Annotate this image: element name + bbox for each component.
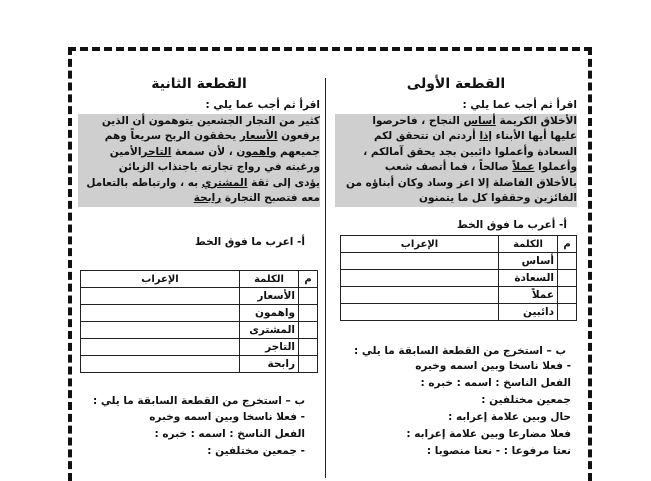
parsing-answer-cell[interactable] <box>341 304 499 321</box>
passage-line <box>78 176 320 192</box>
section-one-title: القطعة الأولى <box>406 76 506 92</box>
table-header: الكلمة <box>499 236 558 253</box>
row-number-cell <box>558 270 577 287</box>
underlined-word: التاجر <box>141 145 172 158</box>
passage-text: الأخلاق الكريمة <box>495 114 577 127</box>
passage-text: الأمين <box>109 145 142 158</box>
underlined-word: الأسعار <box>239 130 278 142</box>
passage-text: به ، وارتباطه بالتعامل <box>86 176 202 189</box>
table-header: الإعراب <box>341 236 499 253</box>
passage-line <box>335 176 577 192</box>
row-number-cell <box>299 339 318 356</box>
passage-text: يؤدى إلى ثقة <box>247 176 320 189</box>
passage-text: يحققون الربح سريعاً وهم <box>104 130 240 142</box>
section-one-task-a: أ- أعرب ما فوق الخط <box>456 219 567 231</box>
question-item: - جمعين مختلفين : <box>207 445 305 457</box>
column-divider <box>325 78 326 478</box>
table-header: م <box>299 271 318 288</box>
table-row <box>341 270 577 287</box>
question-item: الفعل الناسخ : اسمه : خبره : <box>420 377 571 389</box>
passage-line <box>78 129 320 145</box>
word-cell: السعادة <box>499 270 558 287</box>
passage-text: بالأخلاق الفاضلة إلا اعز وساد وكان أبناؤه من <box>346 176 577 189</box>
parsing-answer-cell[interactable] <box>81 356 240 373</box>
section-one <box>335 76 577 207</box>
passage-line <box>78 191 320 207</box>
passage-text: الفائزين وحققوا كل ما يتمنون <box>419 192 577 204</box>
passage-text: النجاح ، فاحرصوا <box>372 114 464 127</box>
underlined-word: عملاً <box>512 161 535 173</box>
table-header: الكلمة <box>240 271 299 288</box>
section-one-passage <box>335 114 577 207</box>
passage-line <box>78 160 320 176</box>
question-item: - فعلا ناسخا وبين اسمه وخبره <box>415 360 571 372</box>
word-cell: أساس <box>499 253 558 270</box>
passage-line <box>78 114 320 130</box>
parsing-answer-cell[interactable] <box>81 305 240 322</box>
word-cell: التاجر <box>240 339 299 356</box>
underlined-word: أساس <box>463 114 496 127</box>
word-cell: عملاً <box>499 287 558 304</box>
passage-text: ورغبته في رواج تجارته باجتذاب الزبائن <box>118 161 320 173</box>
table-row <box>81 288 318 305</box>
table-row <box>81 356 318 373</box>
word-cell: الأسعار <box>240 288 299 305</box>
section-two-instruction: اقرأ ثم أجب عما يلي : <box>205 99 320 111</box>
question-item: حال وبين علامة إعرابه : <box>448 411 571 423</box>
passage-text: يرفعون <box>277 130 320 142</box>
row-number-cell <box>299 322 318 339</box>
section-one-table <box>340 235 577 321</box>
parsing-answer-cell[interactable] <box>81 322 240 339</box>
passage-text: وأعملوا <box>534 161 577 173</box>
passage-text: معه فتصبح التجارة <box>221 192 320 204</box>
question-item: - فعلا ناسخا وبين اسمه وخبره <box>149 411 305 423</box>
passage-text: كثير من التجار الجشعين يتوهمون أن الذين <box>101 114 320 127</box>
row-number-cell <box>558 287 577 304</box>
passage-line <box>335 160 577 176</box>
parsing-answer-cell[interactable] <box>341 270 499 287</box>
table-header: الإعراب <box>81 271 240 288</box>
table-row <box>81 322 318 339</box>
question-item: الفعل الناسخ : اسمه : خبره : <box>154 428 305 440</box>
underlined-word: إذا <box>479 130 493 142</box>
parsing-answer-cell[interactable] <box>341 253 499 270</box>
parsing-answer-cell[interactable] <box>81 288 240 305</box>
word-cell: دائبين <box>499 304 558 321</box>
row-number-cell <box>558 304 577 321</box>
row-number-cell <box>299 288 318 305</box>
row-number-cell <box>299 305 318 322</box>
word-cell: رابحة <box>240 356 299 373</box>
word-cell: المشترى <box>240 322 299 339</box>
section-two <box>78 76 320 207</box>
passage-line <box>78 145 320 161</box>
passage-text: أردتم ان تتحقق لكم <box>373 130 480 142</box>
section-two-task-b: ب – استخرج من القطعة السابقة ما يلي : <box>92 395 305 407</box>
parsing-answer-cell[interactable] <box>81 339 240 356</box>
section-one-task-b: ب – استخرج من القطعة السابقة ما يلي : <box>353 345 566 357</box>
passage-line <box>335 145 577 161</box>
underlined-word: رابحة <box>193 192 222 204</box>
table-header: م <box>558 236 577 253</box>
underlined-word: المشتري <box>201 176 248 189</box>
section-two-passage <box>78 114 320 207</box>
question-item: جمعين مختلفين : <box>481 394 571 406</box>
section-one-instruction: اقرأ ثم أجب عما يلي : <box>462 99 577 111</box>
section-two-title: القطعة الثانية <box>151 76 247 92</box>
table-row <box>81 339 318 356</box>
question-item: فعلا مضارعا وبين علامة إعرابه : <box>406 428 571 440</box>
table-row <box>341 304 577 321</box>
parsing-answer-cell[interactable] <box>341 287 499 304</box>
passage-text: جميعهم <box>276 145 320 158</box>
passage-text: ، لأن سمعة <box>171 145 237 158</box>
table-row <box>341 253 577 270</box>
passage-text: عليها أيها الأبناء <box>492 130 577 142</box>
section-two-task-a: أ- اعرب ما فوق الخط <box>194 236 305 248</box>
passage-text: صالحاً ، فما أتصف شعب <box>384 161 513 173</box>
row-number-cell <box>558 253 577 270</box>
table-row <box>81 305 318 322</box>
table-row <box>341 287 577 304</box>
word-cell: واهمون <box>240 305 299 322</box>
row-number-cell <box>299 356 318 373</box>
underlined-word: واهمون <box>236 145 277 158</box>
passage-line <box>335 114 577 130</box>
passage-line <box>335 191 577 207</box>
passage-line <box>335 129 577 145</box>
section-two-table <box>80 270 318 373</box>
passage-text: السعادة وأعملوا دائبين بجد يحقق آمالكم ، <box>363 145 577 158</box>
question-item: نعتا مرفوعا : - نعتا منصوبا : <box>426 445 571 457</box>
